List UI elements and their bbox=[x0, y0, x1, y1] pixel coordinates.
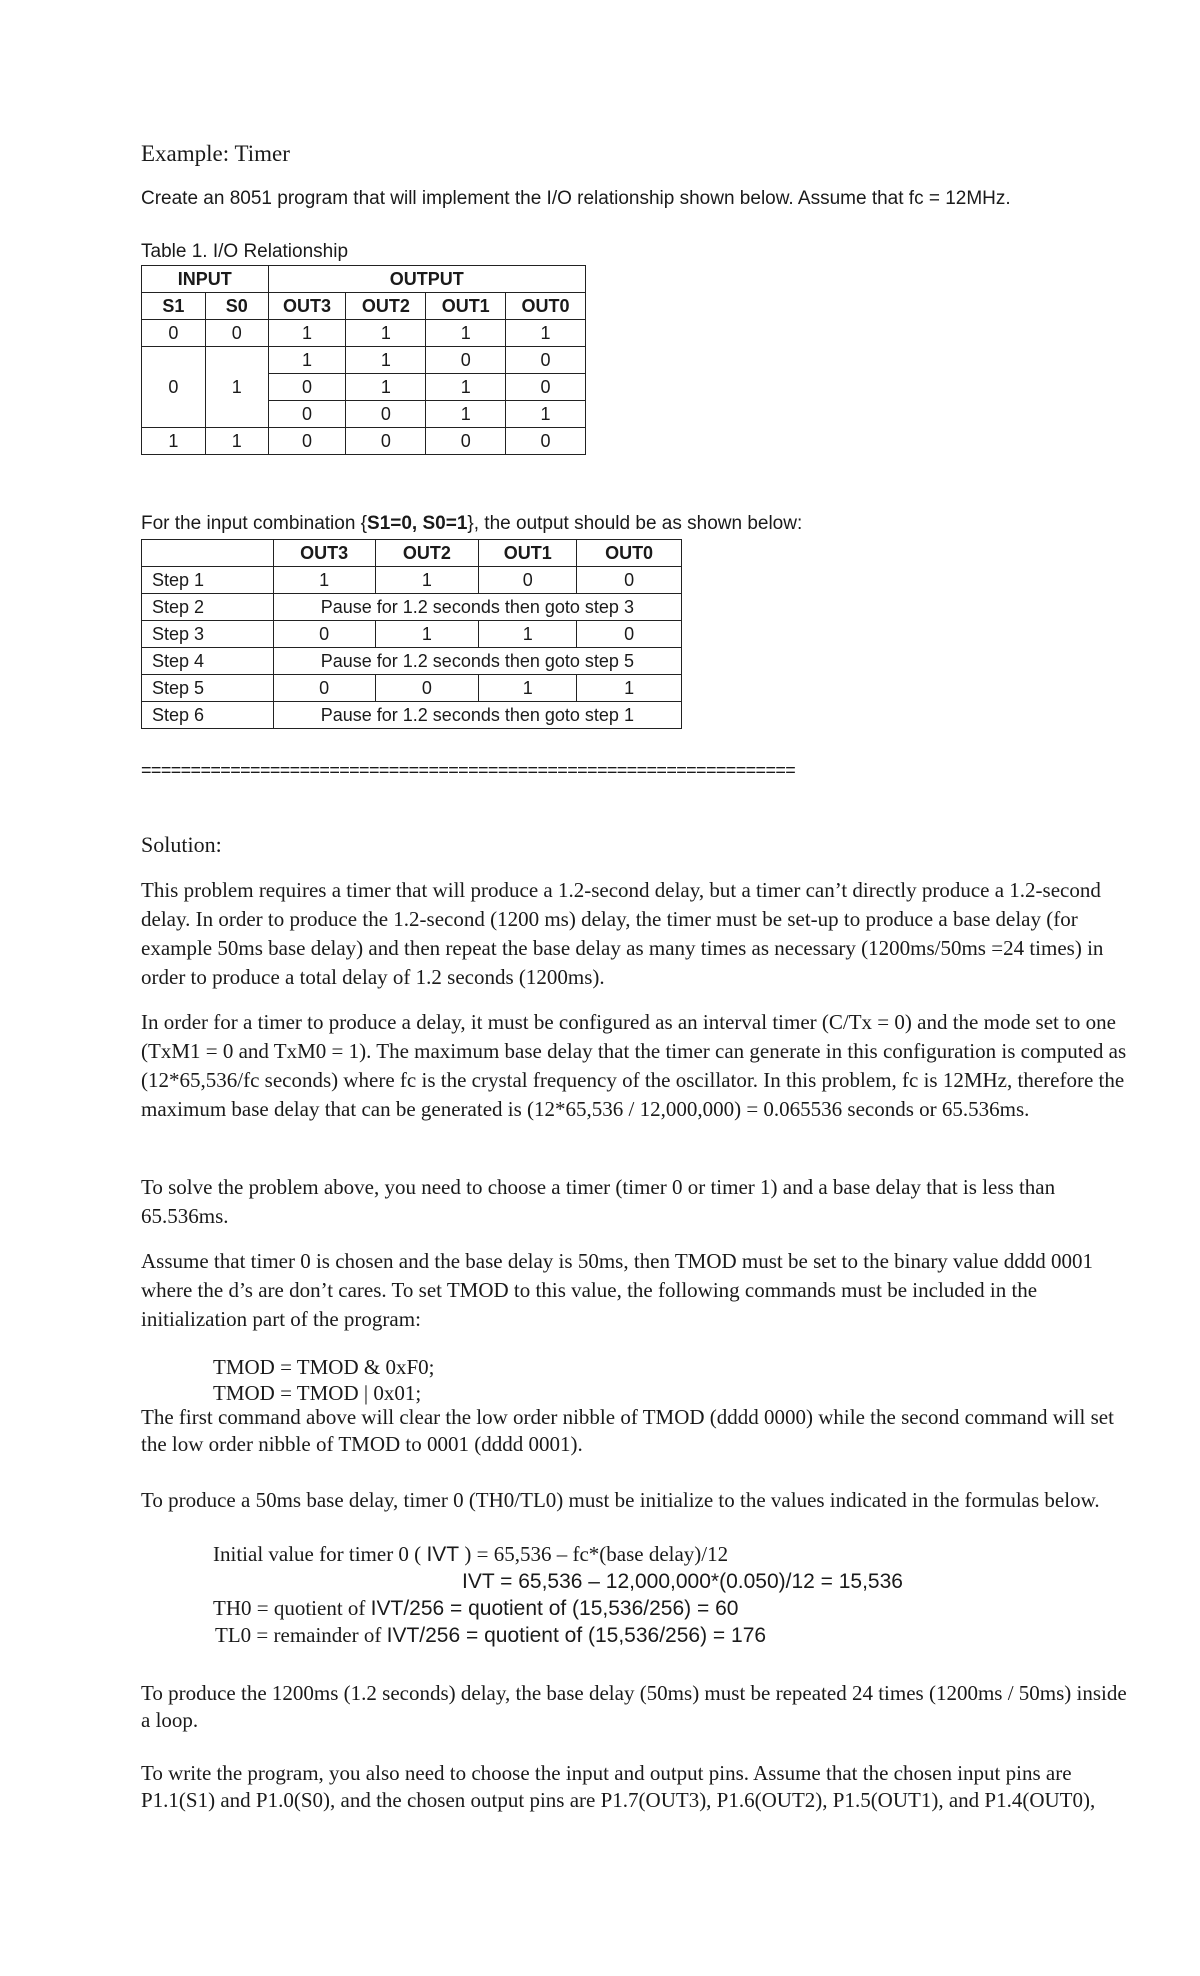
table-cell: 0 bbox=[375, 675, 479, 702]
formula-text: IVT/256 = quotient of (15,536/256) = 60 bbox=[370, 1597, 739, 1620]
table-cell: 1 bbox=[426, 320, 506, 347]
table-row bbox=[142, 702, 682, 729]
step-label: Step 6 bbox=[142, 702, 274, 729]
table-cell: 0 bbox=[268, 374, 346, 401]
column-header: OUT0 bbox=[506, 293, 586, 320]
table-cell: 0 bbox=[577, 567, 682, 594]
formula-line bbox=[215, 1622, 766, 1649]
paragraph: This problem requires a timer that will produce a 1.2-second delay, but a timer can’t directly produce a 1.2-second delay. In order to produce the 1.2-second (1200 ms) delay, the timer must be set-up to produce a base delay (for example 50ms base delay) and then repeat the base delay as many times as necessary (1200ms/50ms =24 times) in order to produce a total delay of 1.2 seconds (1200ms). bbox=[141, 878, 1104, 989]
table-cell: 0 bbox=[273, 621, 375, 648]
formula-text: IVT/256 = quotient of (15,536/256) = 176 bbox=[386, 1624, 767, 1647]
column-header: OUT2 bbox=[346, 293, 426, 320]
table-cell: 1 bbox=[346, 320, 426, 347]
table-cell: 0 bbox=[506, 428, 586, 455]
column-header: OUT0 bbox=[577, 540, 682, 567]
io-relationship-table bbox=[141, 265, 586, 455]
pause-note: Pause for 1.2 seconds then goto step 1 bbox=[273, 702, 681, 729]
formula-text: TL0 = remainder of bbox=[215, 1623, 387, 1647]
column-header: OUT3 bbox=[273, 540, 375, 567]
table2-caption bbox=[141, 513, 802, 535]
table-cell: 1 bbox=[479, 621, 577, 648]
paragraph: To produce the 1200ms (1.2 seconds) delay, the base delay (50ms) must be repeated 24 times (1200ms / 50ms) inside a loop. bbox=[141, 1681, 1127, 1732]
table-cell: 0 bbox=[273, 675, 375, 702]
table-cell: 1 bbox=[205, 428, 268, 455]
table-cell: 0 bbox=[577, 621, 682, 648]
table-cell: 1 bbox=[479, 675, 577, 702]
column-header: OUT1 bbox=[426, 293, 506, 320]
paragraph: To write the program, you also need to choose the input and output pins. Assume that the chosen input pins are P1.1(S1) and P1.0(S0), and the chosen output pins are P1.7(OUT3), P1.6(OUT2), P1.5(OUT1), and P1.4(OUT0), bbox=[141, 1761, 1096, 1812]
table-row bbox=[142, 347, 586, 374]
table-cell: 1 bbox=[577, 675, 682, 702]
pause-note: Pause for 1.2 seconds then goto step 3 bbox=[273, 594, 681, 621]
caption-post: }, the output should be as shown below: bbox=[467, 513, 803, 534]
step-label: Step 1 bbox=[142, 567, 274, 594]
table-cell: 0 bbox=[426, 347, 506, 374]
table-cell: 0 bbox=[346, 401, 426, 428]
table-cell: 0 bbox=[346, 428, 426, 455]
table-row bbox=[142, 621, 682, 648]
table1-caption: Table 1. I/O Relationship bbox=[141, 241, 349, 262]
table-cell: 0 bbox=[268, 401, 346, 428]
table-cell: 1 bbox=[346, 374, 426, 401]
intro-text: Create an 8051 program that will implement the I/O relationship shown below. Assume that fc = 12MHz. bbox=[141, 188, 1011, 209]
table-cell: 1 bbox=[506, 320, 586, 347]
step-label: Step 4 bbox=[142, 648, 274, 675]
table-row bbox=[142, 428, 586, 455]
table-cell: 0 bbox=[506, 347, 586, 374]
table-cell: 0 bbox=[142, 320, 206, 347]
caption-bold: S1=0, S0=1 bbox=[367, 513, 468, 534]
solution-heading: Solution: bbox=[141, 832, 222, 857]
column-header: OUT1 bbox=[479, 540, 577, 567]
step-label: Step 5 bbox=[142, 675, 274, 702]
column-header: S0 bbox=[205, 293, 268, 320]
code-line: TMOD = TMOD & 0xF0; bbox=[213, 1355, 435, 1379]
formula-line: IVT = 65,536 – 12,000,000*(0.050)/12 = 15,536 bbox=[462, 1570, 903, 1593]
table-row bbox=[142, 594, 682, 621]
formula-line bbox=[213, 1595, 738, 1622]
caption-pre: For the input combination { bbox=[141, 513, 368, 534]
column-header: S1 bbox=[142, 293, 206, 320]
input-group-header: INPUT bbox=[142, 266, 269, 293]
step-sequence-table bbox=[141, 539, 682, 729]
table-row bbox=[142, 567, 682, 594]
paragraph: To produce a 50ms base delay, timer 0 (TH0/TL0) must be initialize to the values indicated in the formulas below. bbox=[141, 1488, 1100, 1512]
table-cell: 0 bbox=[142, 347, 206, 428]
table-cell: 1 bbox=[346, 347, 426, 374]
column-header: OUT2 bbox=[375, 540, 479, 567]
table-cell: 0 bbox=[205, 320, 268, 347]
step-label: Step 3 bbox=[142, 621, 274, 648]
paragraph: Assume that timer 0 is chosen and the base delay is 50ms, then TMOD must be set to the binary value dddd 0001 where the d’s are don’t cares. To set TMOD to this value, the following commands must be included in the initialization part of the program: bbox=[141, 1249, 1094, 1331]
table-cell: 0 bbox=[506, 374, 586, 401]
divider-line: ================================================================== bbox=[141, 760, 796, 780]
code-line: TMOD = TMOD | 0x01; bbox=[213, 1381, 422, 1405]
table-cell: 1 bbox=[426, 401, 506, 428]
table-cell: 0 bbox=[426, 428, 506, 455]
paragraph: The first command above will clear the low order nibble of TMOD (dddd 0000) while the second command will set the low order nibble of TMOD to 0001 (dddd 0001). bbox=[141, 1405, 1114, 1456]
table-row bbox=[142, 675, 682, 702]
corner-cell bbox=[142, 540, 274, 567]
table-cell: 1 bbox=[205, 347, 268, 428]
formula-line bbox=[213, 1541, 728, 1568]
formula-text: Initial value for timer 0 ( bbox=[213, 1542, 427, 1566]
table-cell: 1 bbox=[426, 374, 506, 401]
formula-text: TH0 = quotient of bbox=[213, 1596, 371, 1620]
table-cell: 1 bbox=[375, 621, 479, 648]
formula-text: ) = 65,536 – fc*(base delay)/12 bbox=[459, 1542, 729, 1566]
paragraph: In order for a timer to produce a delay, it must be configured as an interval timer (C/Tx = 0) and the mode set to one (TxM1 = 0 and TxM0 = 1). The maximum base delay that the timer can generate in this configuration is computed as (12*65,536/fc seconds) where fc is the crystal frequency of the oscillator. In this problem, fc is 12MHz, therefore the maximum base delay that can be generated is (12*65,536 / 12,000,000) = 0.065536 seconds or 65.536ms. bbox=[141, 1010, 1127, 1121]
pause-note: Pause for 1.2 seconds then goto step 5 bbox=[273, 648, 681, 675]
table-cell: 1 bbox=[375, 567, 479, 594]
table-cell: 1 bbox=[273, 567, 375, 594]
table-row bbox=[142, 648, 682, 675]
table-cell: 1 bbox=[506, 401, 586, 428]
formula-ivt: IVT bbox=[426, 1543, 460, 1566]
table-cell: 1 bbox=[268, 320, 346, 347]
output-group-header: OUTPUT bbox=[268, 266, 585, 293]
table-cell: 0 bbox=[268, 428, 346, 455]
column-header: OUT3 bbox=[268, 293, 346, 320]
table-row bbox=[142, 320, 586, 347]
table-cell: 0 bbox=[479, 567, 577, 594]
step-label: Step 2 bbox=[142, 594, 274, 621]
table-cell: 1 bbox=[142, 428, 206, 455]
example-title: Example: Timer bbox=[141, 141, 290, 166]
paragraph: To solve the problem above, you need to choose a timer (timer 0 or timer 1) and a base delay that is less than 65.536ms. bbox=[141, 1175, 1056, 1228]
table-cell: 1 bbox=[268, 347, 346, 374]
